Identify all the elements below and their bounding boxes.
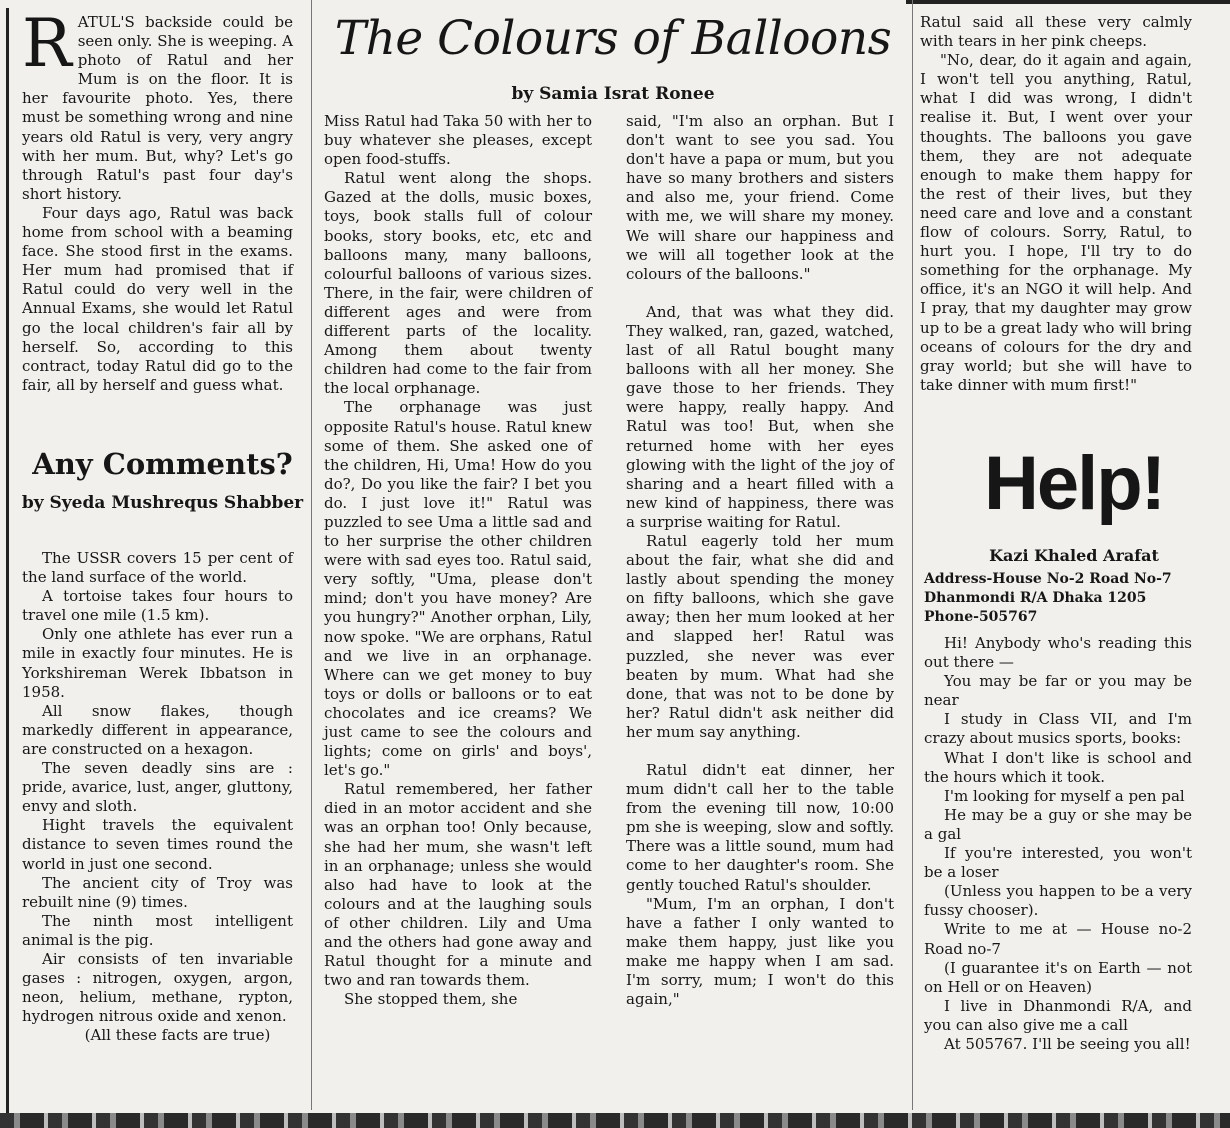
article-paragraph: Ratul said all these very calmly with tears in her pink cheeps. xyxy=(920,13,1192,51)
article-byline: by Samia Israt Ronee xyxy=(511,84,715,104)
help-line: (I guarantee it's on Earth — not on Hell or on Heaven) xyxy=(924,958,1192,996)
help-line: You may be far or you may be near xyxy=(924,672,1192,710)
article-paragraph: "No, dear, do it again and again, I won't tell you anything, Ratul, what I did was wrong, I didn't realise it. But, I went over your thoughts. The balloons you gave them, they are not adequate enough to make them happy for the rest of their lives, but they need care and love and a constant flow of colours. Sorry, Ratul, to hurt you. I hope, I'll try to do something for the orphanage. My office, it's an NGO it will help. And I pray, that my daughter may grow up to be a great lady who will bring oceans of colours for the dry and gray world; but she will have to take dinner with mum first!" xyxy=(920,51,1192,394)
comments-column xyxy=(22,549,293,1045)
help-line: Write to me at — House no-2 Road no-7 xyxy=(924,920,1192,958)
article-paragraph: Ratul remembered, her father died in an motor accident and she was an orphan too! Only because, she had her mum, she wasn't left in an orphanage; unless she would also had have to look at the colours and at the laughing souls of other children. Lily and Uma and the others had gone away and Ratul thought for a minute and two and ran towards them. xyxy=(324,780,592,990)
article-paragraph: The orphanage was just opposite Ratul's house. Ratul knew some of them. She asked one of the children, Hi, Uma! How do you do?, Do you like the fair? I bet you do. I just love it!" Ratul was puzzled to see Uma a little sad and to her surprise the other children were with sad eyes too. Ratul said, very softly, "Uma, please don't mind; don't you have money? Are you hungry?" Another orphan, Lily, now spoke. "We are orphans, Ratul and we live in an orphanage. Where can we get money to buy toys or dolls or balloons or to eat chocolates and ice creams? We just came to see the colours and lights; come on girls' and boys', let's go." xyxy=(324,398,592,780)
fact-item: The seven deadly sins are : pride, avarice, lust, anger, gluttony, envy and sloth. xyxy=(22,759,293,816)
article-paragraph: Ratul didn't eat dinner, her mum didn't call her to the table from the evening till now, 10:00 pm she is weeping, slow and softly. There was a little sound, mum had come to her daughter's room. She gently touched Ratul's shoulder. xyxy=(626,761,894,894)
drop-cap: R xyxy=(22,5,72,82)
help-address: Address-House No-2 Road No-7 Dhanmondi R/A Dhaka 1205 Phone-505767 xyxy=(924,571,1172,626)
article-paragraph: "Mum, I'm an orphan, I don't have a father I only wanted to make them happy, just like you make me happy when I am sad. I'm sorry, mum; I won't do this again," xyxy=(626,894,894,1009)
fact-item: Only one athlete has ever run a mile in exactly four minutes. He is Yorkshireman Werek Ibbatson in 1958. xyxy=(22,625,293,701)
article-paragraph: Miss Ratul had Taka 50 with her to buy whatever she pleases, except open food-stuffs. xyxy=(324,112,592,169)
fact-item: The ancient city of Troy was rebuilt nine (9) times. xyxy=(22,873,293,911)
article-column-4 xyxy=(920,13,1192,395)
help-line: I live in Dhanmondi R/A, and you can also give me a call xyxy=(924,996,1192,1034)
help-line: I'm looking for myself a pen pal xyxy=(944,786,1185,805)
comments-headline: Any Comments? xyxy=(32,447,293,481)
column-divider xyxy=(912,0,913,1110)
article-paragraph: said, "I'm also an orphan. But I don't want to see you sad. You don't have a papa or mum, but you have so many brothers and sisters and also me, your friend. Come with me, we will share my money. We will share our happiness and we will all together look at the colours of the balloons." xyxy=(626,112,894,283)
help-line: I study in Class VII, and I'm crazy about musics sports, books: xyxy=(924,710,1192,748)
column-divider xyxy=(311,0,312,1110)
fact-item: Air consists of ten invariable gases : nitrogen, oxygen, argon, neon, helium, methane, rypton, hydrogen nitrous oxide and xenon. xyxy=(22,949,293,1026)
help-line: If you're interested, you won't be a loser xyxy=(924,844,1192,882)
article-column-2 xyxy=(324,112,592,1009)
article-paragraph: Four days ago, Ratul was back home from school with a beaming face. She stood first in the exams. Her mum had promised that if Ratul could do very well in the Annual Exams, she would let Ratul go the local children's fair all by herself. So, according to this contract, today Ratul did go to the fair, all by herself and guess what. xyxy=(22,203,293,394)
article-paragraph: And, that was what they did. They walked, ran, gazed, watched, last of all Ratul bought many balloons with all her money. She gave those to her friends. They were happy, really happy. And Ratul was too! But, when she returned home with her eyes glowing with the light of the joy of sharing and a heart filled with a new kind of happiness, there was a surprise waiting for Ratul. xyxy=(626,302,894,531)
fact-item: Hight travels the equivalent distance to seven times round the world in just one second. xyxy=(22,816,293,873)
help-headline: Help! xyxy=(984,441,1164,526)
article-opening-text: ATUL'S backside could be seen only. She is weeping. A photo of Ratul and her Mum is on the floor. It is her favourite photo. Yes, there must be something wrong and nine years old Ratul is very, very angry with her mum. But, why? Let's go through Ratul's past four day's short history. xyxy=(22,13,293,203)
help-byline: Kazi Khaled Arafat xyxy=(989,546,1159,565)
fact-item: All snow flakes, though markedly different in appearance, are constructed on a hexagon. xyxy=(22,701,293,758)
article-column-3 xyxy=(626,112,894,1009)
help-line: What I don't like is school and the hours which it took. xyxy=(924,748,1192,786)
help-line: (Unless you happen to be a very fussy chooser). xyxy=(924,882,1192,920)
fact-item: A tortoise takes four hours to travel one mile (1.5 km). xyxy=(22,587,293,625)
comments-byline: by Syeda Mushrequs Shabber xyxy=(21,493,304,513)
fact-item: The ninth most intelligent animal is the pig. xyxy=(22,911,293,949)
article-paragraph: Ratul went along the shops. Gazed at the dolls, music boxes, toys, book stalls full of colour books, story books, etc, etc and balloons many, many balloons, colourful balloons of various sizes. There, in the fair, were children of different ages and were from different parts of the locality. Among them about twenty children had come to the fair from the local orphanage. xyxy=(324,169,592,398)
bottom-cut-strip xyxy=(0,1113,1230,1128)
top-border-rule xyxy=(906,0,1230,4)
article-column-1 xyxy=(22,5,293,395)
help-line: He may be a guy or she may be a gal xyxy=(924,805,1192,843)
article-paragraph: Ratul eagerly told her mum about the fair, what she did and lastly about spending the money on fifty balloons, which she gave away; then her mum looked at her and slapped her! Ratul was puzzled, she never was ever beaten by mum. What had she done, that was not to be done by her? Ratul didn't ask neither did her mum say anything. xyxy=(626,531,894,741)
help-line: At 505767. I'll be seeing you all! xyxy=(944,1034,1191,1053)
fact-item: The USSR covers 15 per cent of the land surface of the world. xyxy=(22,549,293,587)
help-column xyxy=(924,634,1192,1054)
article-paragraph: She stopped them, she xyxy=(344,990,518,1009)
article-opening-paragraph xyxy=(22,5,293,204)
left-border-rule xyxy=(6,8,9,1113)
help-line: Hi! Anybody who's reading this out there — xyxy=(924,634,1192,672)
article-headline: The Colours of Balloons xyxy=(334,11,892,66)
facts-footnote: (All these facts are true) xyxy=(84,1026,271,1045)
